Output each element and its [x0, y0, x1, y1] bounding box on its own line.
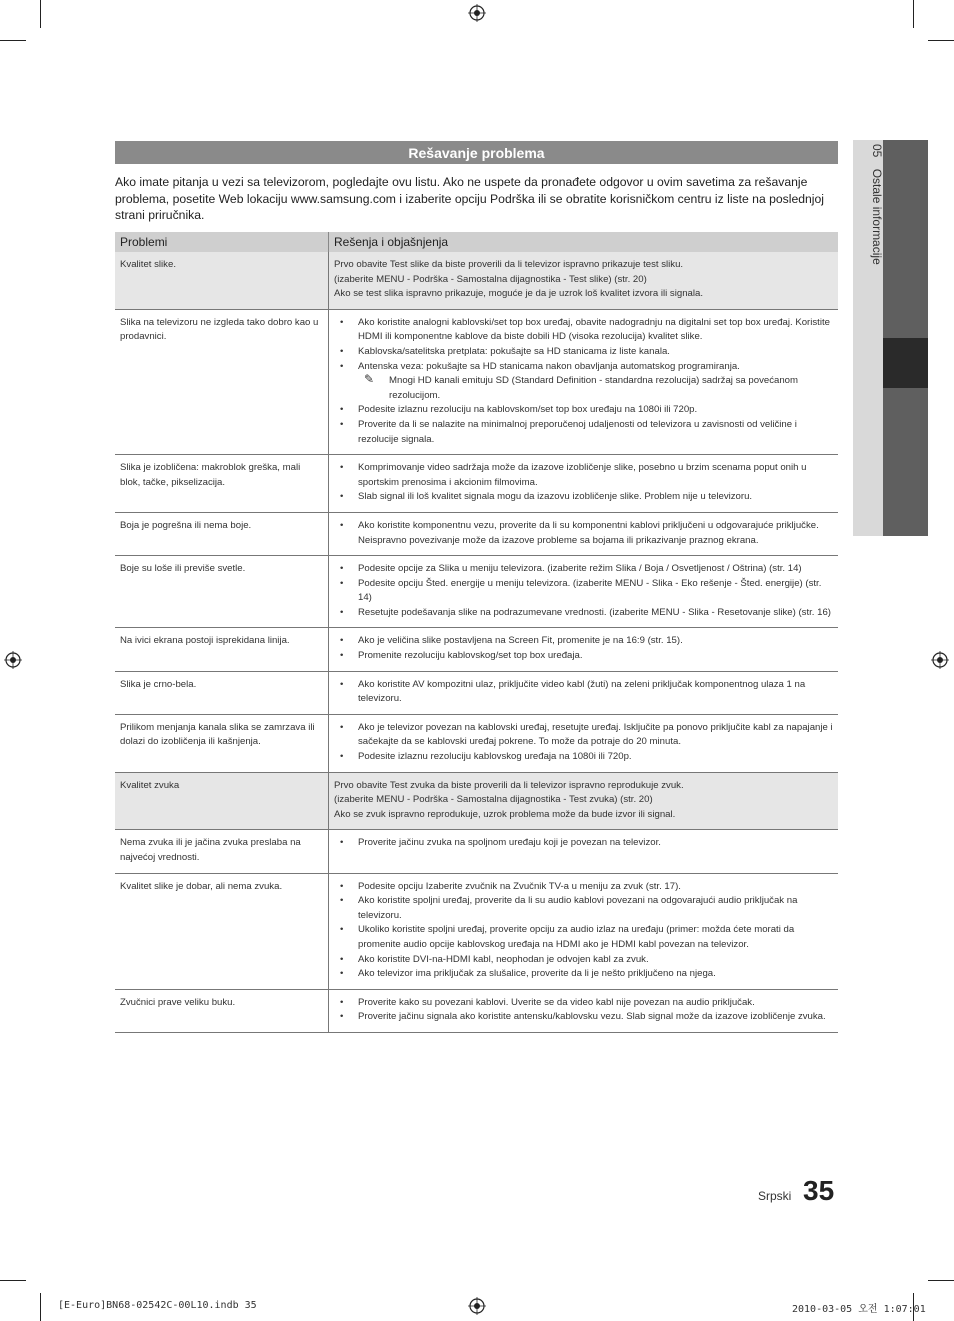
solution-list: [334, 880, 833, 982]
list-item-text: Podesite opciju Izaberite zvučnik na Zvučnik TV-a u meniju za zvuk (str. 17).: [358, 880, 681, 892]
bullet-icon: •: [340, 924, 344, 936]
table-row: [115, 556, 838, 628]
page-number: 35: [803, 1175, 835, 1206]
troubleshooting-table: [115, 232, 838, 1033]
table-row: [115, 989, 838, 1032]
list-item: [334, 836, 833, 851]
bullet-icon: •: [340, 721, 344, 733]
problem-cell: Boja je pogrešna ili nema boje.: [115, 512, 329, 555]
list-item-text: Promenite rezoluciju kablovskog/set top box uređaja.: [358, 650, 583, 662]
solution-cell: [329, 830, 839, 873]
problem-cell: Kvalitet slike.: [115, 252, 329, 309]
table-header-row: [115, 232, 838, 252]
registration-mark-icon: [468, 4, 486, 22]
bullet-icon: •: [340, 404, 344, 416]
solution-cell: [329, 512, 839, 555]
problem-cell: Boje su loše ili previše svetle.: [115, 556, 329, 628]
solution-list: [334, 634, 833, 663]
solution-list: [334, 461, 833, 505]
list-item: [334, 418, 833, 447]
list-item: [334, 894, 833, 923]
list-item: [334, 577, 833, 606]
bullet-icon: •: [340, 360, 344, 372]
chapter-side-tab: [853, 140, 928, 536]
list-item-text: Podesite izlaznu rezoluciju kablovskog uređaja na 1080i ili 720p.: [358, 751, 632, 763]
solution-cell: [329, 671, 839, 714]
crop-mark: [928, 1280, 954, 1281]
list-item-text: Ako koristite komponentnu vezu, proverite da li su komponentni kablovi priključeni u odgovarajuće priključke. Neispravno povezivanje može da izazove probleme sa bojama ili prikazivanje praznog ekrana.: [358, 519, 819, 546]
list-item-text: Ako koristite analogni kablovski/set top box uređaj, obavite nadogradnju na digitalni set top box uređaj. Koristite HDMI ili komponentne kablove da biste dobili HD (visoka rezolucija) kvalitet slike.: [358, 316, 830, 343]
bullet-icon: •: [340, 880, 344, 892]
list-item: [334, 953, 833, 968]
list-item: [334, 721, 833, 750]
bullet-icon: •: [340, 577, 344, 589]
solution-list: [334, 316, 833, 447]
chapter-title: Ostale informacije: [870, 168, 884, 265]
list-item-text: Kablovska/satelitska pretplata: pokušajte sa HD stanicama iz liste kanala.: [358, 345, 670, 357]
solution-line: (izaberite MENU - Podrška - Samostalna dijagnostika - Test zvuka) (str. 20): [334, 794, 653, 806]
bullet-icon: •: [340, 418, 344, 430]
list-item: [334, 996, 833, 1011]
bullet-icon: •: [340, 678, 344, 690]
problem-cell: Kvalitet slike je dobar, ali nema zvuka.: [115, 873, 329, 989]
bullet-icon: •: [340, 968, 344, 980]
solution-list: [334, 562, 833, 620]
note-item: [334, 374, 833, 403]
print-slug-date: 2010-03-05 오전 1:07:01: [792, 1304, 926, 1315]
solution-cell: [329, 556, 839, 628]
solution-list: [334, 519, 833, 548]
list-item: [334, 678, 833, 707]
list-item-text: Proverite da li se nalazite na minimalnoj preporučenoj udaljenosti od televizora u zavisnosti od veličine i rezolucije signala.: [358, 418, 797, 445]
list-item-text: Ako televizor ima priključak za slušalice, proverite da li je nešto priključeno na njega.: [358, 968, 716, 980]
crop-mark: [0, 1280, 26, 1281]
list-item-text: Proverite jačinu signala ako koristite antensku/kablovsku vezu. Slab signal može da izazove izobličenje zvuka.: [358, 1011, 826, 1023]
list-item-text: Podesite izlaznu rezoluciju na kablovskom/set top box uređaju na 1080i ili 720p.: [358, 404, 698, 416]
bullet-icon: •: [340, 751, 344, 763]
bullet-icon: •: [340, 491, 344, 503]
table-row: [115, 628, 838, 671]
side-tab-marker: [883, 338, 928, 388]
solution-line: Ako se zvuk ispravno reprodukuje, uzrok problema može da bude izvor ili signal.: [334, 808, 676, 820]
list-item: [334, 519, 833, 548]
list-item-text: Ako je veličina slike postavljena na Screen Fit, promenite je na 16:9 (str. 15).: [358, 635, 683, 647]
bullet-icon: •: [340, 650, 344, 662]
problem-cell: Slika je crno-bela.: [115, 671, 329, 714]
list-item-text: Proverite kako su povezani kablovi. Uverite se da video kabl nije povezan na audio priključak.: [358, 996, 755, 1008]
note-text: Mnogi HD kanali emituju SD (Standard Definition - standardna rezolucija) sadržaj sa povećanom rezolucijom.: [389, 375, 798, 401]
bullet-icon: •: [340, 345, 344, 357]
crop-mark: [40, 1293, 41, 1321]
footer-language: Srpski: [758, 1189, 792, 1203]
table-row: [115, 512, 838, 555]
list-item: [334, 360, 833, 375]
bullet-icon: •: [340, 519, 344, 531]
bullet-icon: •: [340, 635, 344, 647]
problem-cell: Slika na televizoru ne izgleda tako dobro kao u prodavnici.: [115, 309, 329, 454]
header-solutions: Rešenja i objašnjenja: [329, 232, 839, 252]
print-slug-file: [E-Euro]BN68-02542C-00L10.indb 35: [58, 1300, 257, 1311]
solution-line: Ako se test slika ispravno prikazuje, moguće je da je uzrok loš kvalitet izvora ili signala.: [334, 288, 703, 300]
table-row: [115, 772, 838, 830]
chapter-number: 05: [870, 144, 884, 158]
crop-mark: [928, 40, 954, 41]
table-row: [115, 252, 838, 309]
bullet-icon: •: [340, 316, 344, 328]
list-item-text: Slab signal ili loš kvalitet signala mogu da izazovu izobličenje slike. Problem nije u televizoru.: [358, 491, 753, 503]
crop-mark: [40, 0, 41, 28]
list-item: [334, 490, 833, 505]
list-item-text: Podesite opcije za Slika u meniju televizora. (izaberite režim Slika / Boja / Osvetljenost / Oštrina) (str. 14): [358, 563, 802, 575]
list-item: [334, 606, 833, 621]
solution-list: [334, 836, 833, 851]
list-item-text: Ako koristite DVI-na-HDMI kabl, neophodan je odvojen kabl za zvuk.: [358, 953, 649, 965]
list-item: [334, 345, 833, 360]
list-item: [334, 967, 833, 982]
bullet-icon: •: [340, 895, 344, 907]
list-item-text: Komprimovanje video sadržaja može da izazove izobličenje slike, posebno u brzim scenama poput onih u sportskim prenosima i akcionim filmovima.: [358, 462, 807, 488]
section-title: Rešavanje problema: [115, 141, 838, 164]
list-item-text: Ukoliko koristite spoljni uređaj, proverite opciju za audio izlaz na uređaju (primer: možda ćete morati da promenite audio opcije kablovskog uređaja na HDMI ako je HDMI kabl povezan na televizor.: [358, 924, 795, 950]
bullet-icon: •: [340, 563, 344, 575]
problem-cell: Prilikom menjanja kanala slika se zamrzava ili dolazi do izobličenja ili kašnjenja.: [115, 714, 329, 772]
solution-cell: [329, 309, 839, 454]
solution-cell: [329, 714, 839, 772]
list-item-text: Podesite opciju Šted. energije u meniju televizora. (izaberite MENU - Slika - Eko rešenje - Šted. energije) (str. 14): [358, 577, 822, 604]
list-item-text: Resetujte podešavanja slike na podrazumevane vrednosti. (izaberite MENU - Slika - Resetovanje slike) (str. 16): [358, 606, 831, 618]
solution-cell: [329, 873, 839, 989]
list-item: [334, 1010, 833, 1025]
registration-mark-icon: [468, 1297, 486, 1315]
header-problems: Problemi: [115, 232, 329, 252]
solution-list: [334, 996, 833, 1025]
problem-cell: Nema zvuka ili je jačina zvuka preslaba na najvećoj vrednosti.: [115, 830, 329, 873]
list-item-text: Ako koristite AV kompozitni ulaz, priključite video kabl (žuti) na zeleni priključak komponentnog ulaza 1 na televizoru.: [358, 678, 806, 705]
bullet-icon: •: [340, 606, 344, 618]
registration-mark-icon: [931, 651, 949, 669]
bullet-icon: •: [340, 837, 344, 849]
list-item-text: Antenska veza: pokušajte sa HD stanicama nakon obavljanja automatskog programiranja.: [358, 360, 740, 372]
bullet-icon: •: [340, 996, 344, 1008]
list-item: [334, 750, 833, 765]
solution-list: [334, 721, 833, 765]
bullet-icon: •: [340, 462, 344, 474]
solution-cell: [329, 989, 839, 1032]
list-item: [334, 562, 833, 577]
table-row: [115, 309, 838, 454]
solution-cell: [329, 252, 839, 309]
solution-line: (izaberite MENU - Podrška - Samostalna dijagnostika - Test slike) (str. 20): [334, 273, 647, 285]
list-item-text: Ako koristite spoljni uređaj, proverite da li su audio kablovi povezani na odgovarajući audio priključak na televizoru.: [358, 895, 798, 921]
solution-cell: [329, 455, 839, 513]
intro-paragraph: Ako imate pitanja u vezi sa televizorom, pogledajte ovu listu. Ako ne uspete da pronađete odgovor u ovim savetima za rešavanje problema, posetite Web lokaciju www.samsung.com i izaberite opciju Podrška ili se obratite korisničkom centru iz liste na poslednjoj strani priručnika.: [115, 175, 825, 222]
problem-cell: Zvučnici prave veliku buku.: [115, 989, 329, 1032]
table-row: [115, 671, 838, 714]
list-item: [334, 649, 833, 664]
crop-mark: [913, 0, 914, 28]
registration-mark-icon: [4, 651, 22, 669]
problem-cell: Slika je izobličena: makroblok greška, mali blok, tačke, pikselizacija.: [115, 455, 329, 513]
table-row: [115, 830, 838, 873]
chapter-label: [870, 144, 884, 265]
list-item-text: Ako je televizor povezan na kablovski uređaj, resetujte uređaj. Isključite pa ponovo priključite kabl za napajanje i sačekajte da se kablovski uređaj pokrene. To može da potraje do 20 minuta.: [358, 721, 833, 748]
list-item: [334, 461, 833, 490]
solution-list: [334, 678, 833, 707]
solution-cell: [329, 628, 839, 671]
list-item: [334, 316, 833, 345]
solution-line: Prvo obavite Test slike da biste proverili da li televizor ispravno prikazuje test sliku.: [334, 259, 684, 270]
bullet-icon: •: [340, 1011, 344, 1023]
solution-line: Prvo obavite Test zvuka da biste proverili da li televizor ispravno reprodukuje zvuk.: [334, 779, 684, 791]
list-item: [334, 634, 833, 649]
list-item: [334, 880, 833, 895]
solution-cell: [329, 772, 839, 830]
table-row: [115, 455, 838, 513]
list-item: [334, 923, 833, 952]
table-body: [115, 252, 838, 1032]
list-item-text: Proverite jačinu zvuka na spoljnom uređaju koji je povezan na televizor.: [358, 837, 661, 849]
bullet-icon: •: [340, 953, 344, 965]
note-pencil-icon: ✎: [364, 372, 375, 387]
problem-cell: Na ivici ekrana postoji isprekidana linija.: [115, 628, 329, 671]
table-row: [115, 873, 838, 989]
crop-mark: [0, 40, 26, 41]
list-item: [334, 403, 833, 418]
problem-cell: Kvalitet zvuka: [115, 772, 329, 830]
table-row: [115, 714, 838, 772]
